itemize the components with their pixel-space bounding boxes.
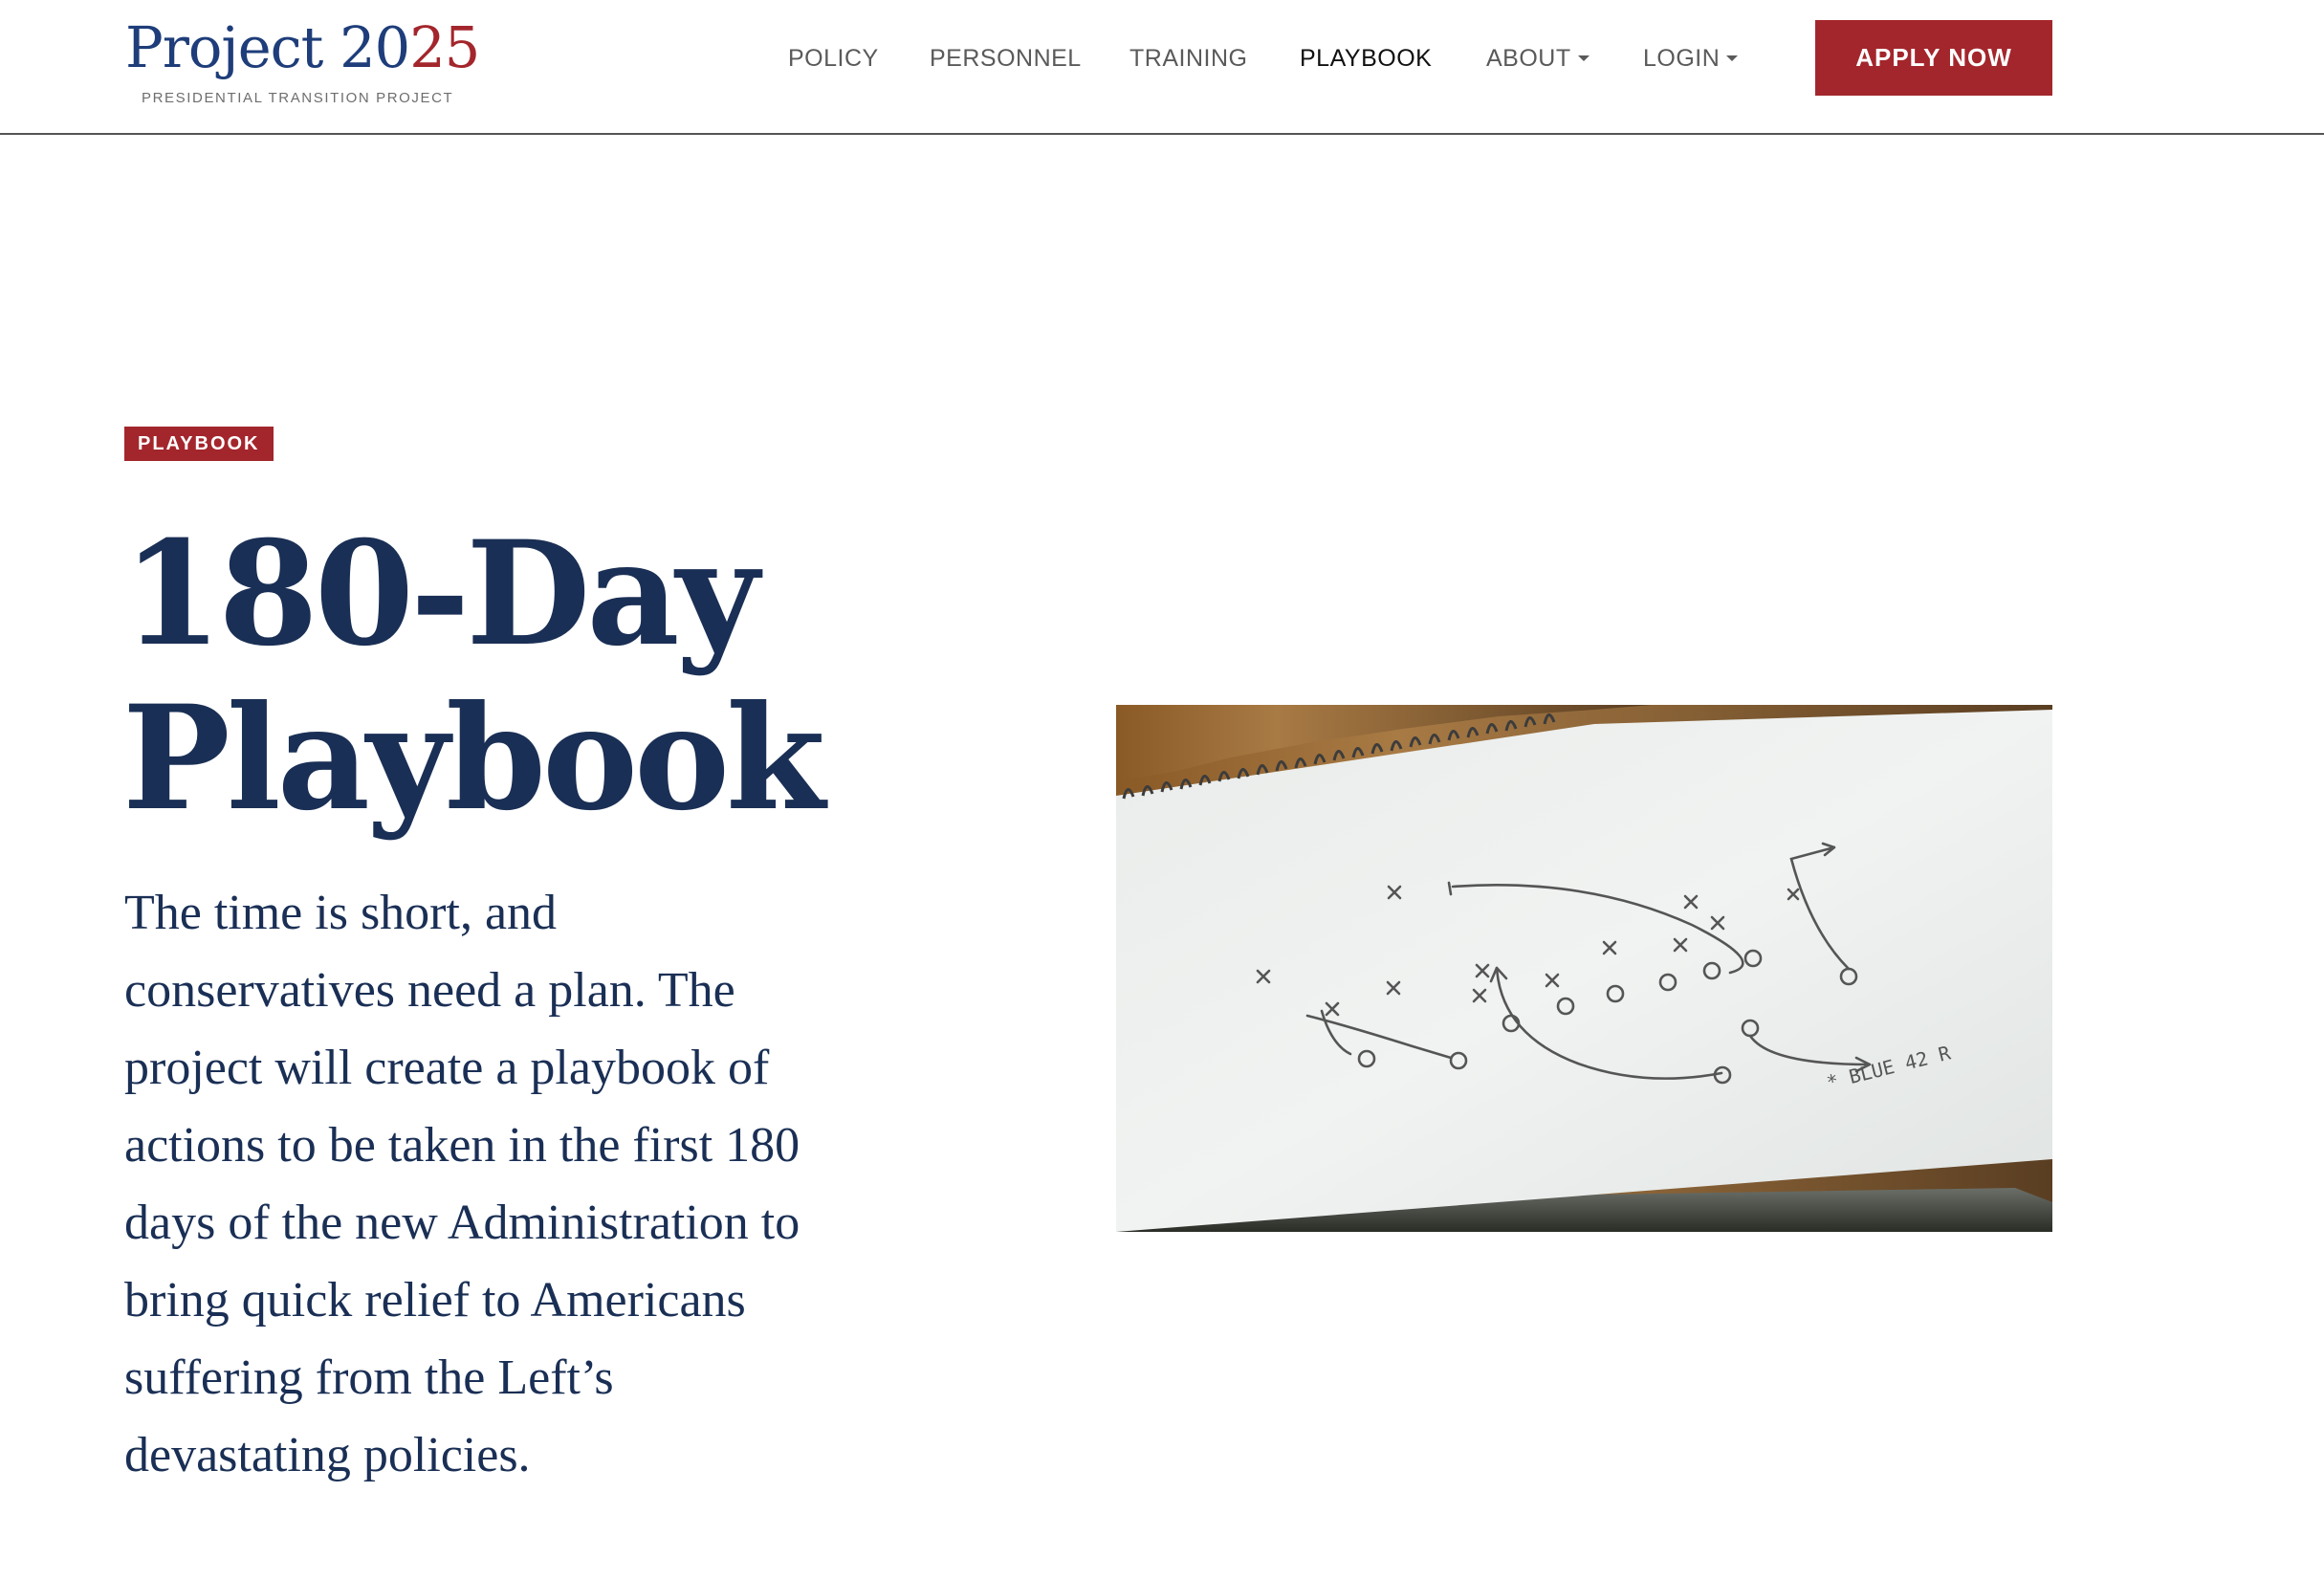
description-line: days of the new Administration to <box>124 1196 800 1250</box>
site-header <box>0 0 2324 135</box>
apply-now-button[interactable]: APPLY NOW <box>1815 20 2052 96</box>
nav-item-label: PLAYBOOK <box>1300 45 1433 72</box>
chevron-down-icon <box>1726 55 1738 61</box>
description-line: project will create a playbook of <box>124 1041 770 1095</box>
nav-item-personnel[interactable] <box>930 42 1082 75</box>
logo-subtitle: PRESIDENTIAL TRANSITION PROJECT <box>142 90 454 106</box>
nav-item-label: TRAINING <box>1129 45 1248 72</box>
logo-text-main: Project 20 <box>125 14 410 80</box>
nav-item-playbook[interactable] <box>1300 42 1432 75</box>
nav-item-policy[interactable] <box>788 42 879 75</box>
page-description <box>124 874 889 1494</box>
nav-item-label: POLICY <box>788 45 879 72</box>
description-line: suffering from the Left’s <box>124 1350 614 1405</box>
description-line: actions to be taken in the first 180 <box>124 1118 800 1173</box>
page-title-line: Playbook <box>122 674 822 843</box>
nav-item-login[interactable] <box>1643 42 1738 75</box>
nav-item-training[interactable] <box>1129 42 1247 75</box>
nav-item-about[interactable] <box>1486 42 1590 75</box>
nav-item-label: ABOUT <box>1486 45 1571 72</box>
playbook-notebook-image <box>1116 705 2052 1232</box>
description-line: devastating policies. <box>124 1428 531 1482</box>
logo-text-accent: 25 <box>409 14 480 80</box>
nav-item-label: PERSONNEL <box>930 45 1082 72</box>
page-title-line: 180-Day <box>122 510 756 678</box>
play-note-text: * BLUE 42 R <box>1824 1041 1953 1094</box>
description-line: conservatives need a plan. The <box>124 963 735 1018</box>
chevron-down-icon <box>1578 55 1590 61</box>
page-title <box>122 512 822 841</box>
category-badge: PLAYBOOK <box>124 427 274 461</box>
description-line: The time is short, and <box>124 886 558 940</box>
description-line: bring quick relief to Americans <box>124 1273 746 1328</box>
nav-item-label: LOGIN <box>1643 45 1721 72</box>
